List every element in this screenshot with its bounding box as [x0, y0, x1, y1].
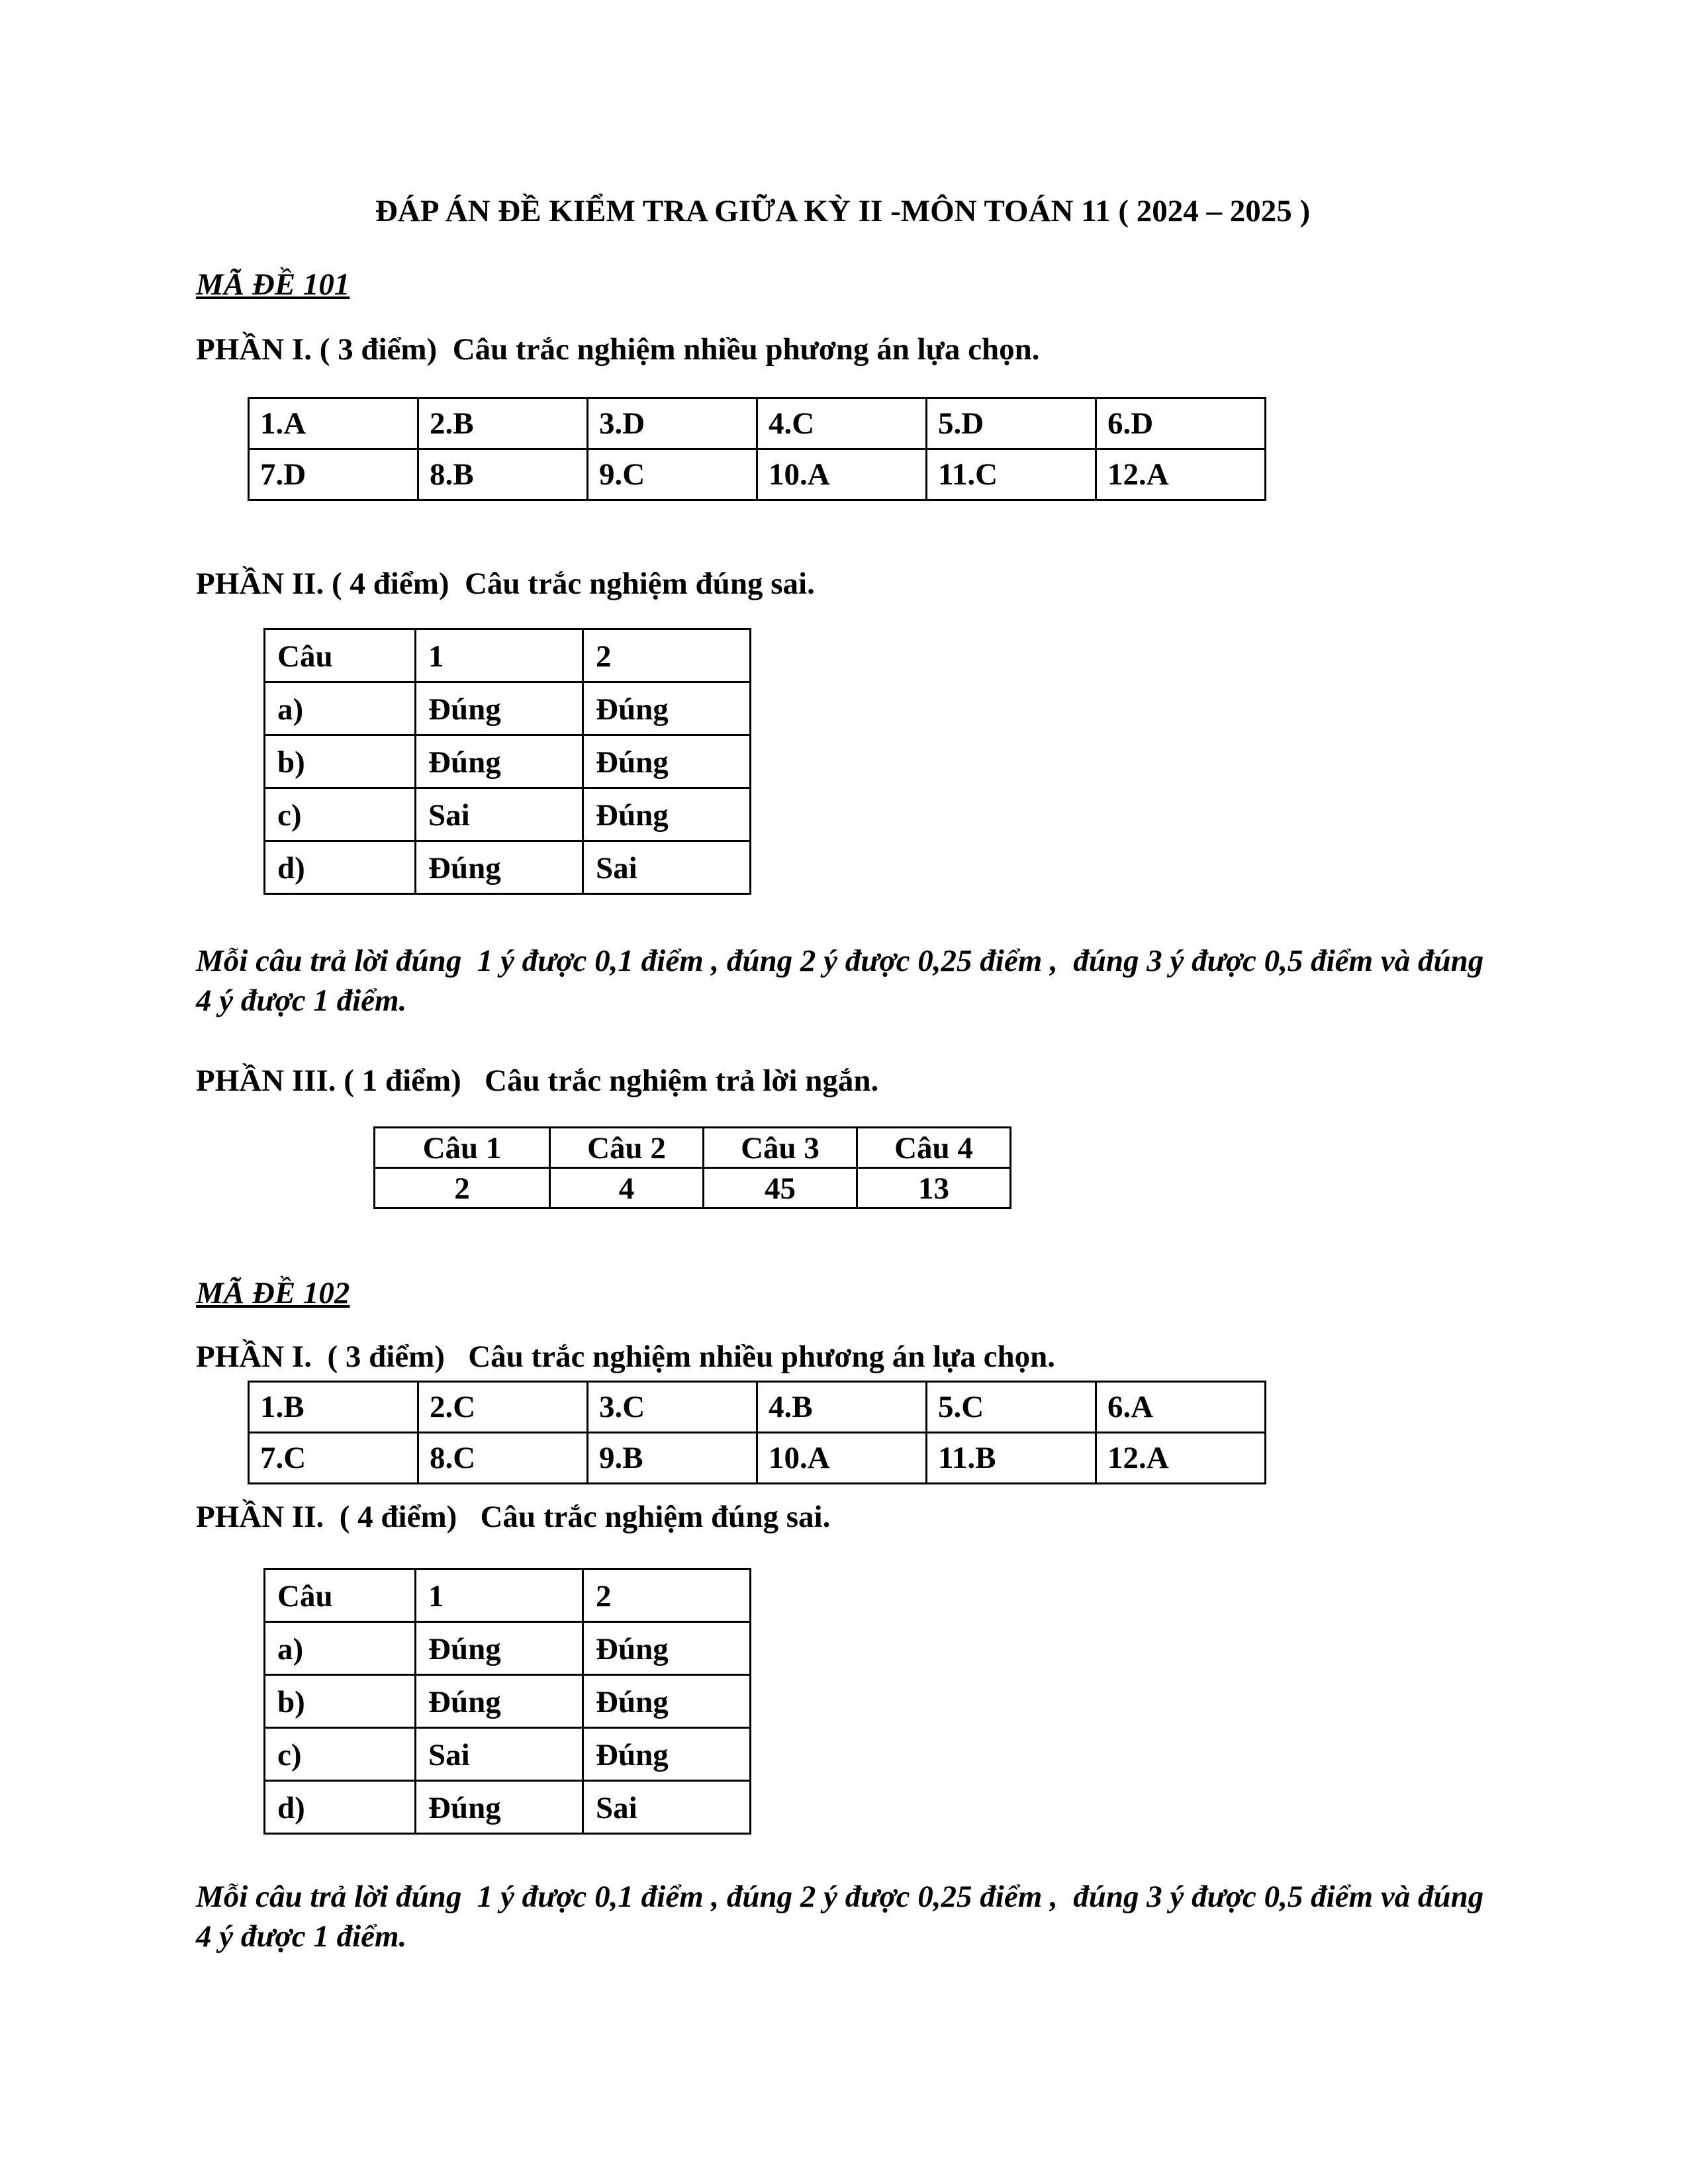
scoring-note-101: Mỗi câu trả lời đúng 1 ý được 0,1 điểm , đúng 2 ý được 0,25 điểm , đúng 3 ý được 0,5 điểm và đúng 4 ý được 1 điểm.	[196, 943, 1491, 1018]
answer-cell: 1.A	[249, 398, 418, 449]
table-row	[249, 398, 1266, 449]
answer-cell: Đúng	[583, 1621, 751, 1674]
row-label-cell: b)	[265, 735, 416, 788]
answer-cell: 9.B	[588, 1433, 757, 1484]
answer-cell: Đúng	[583, 1727, 751, 1780]
table-row	[249, 449, 1266, 500]
answer-cell: 11.B	[927, 1433, 1096, 1484]
short-answer-table-101	[373, 1126, 1011, 1210]
header-cell: Câu 2	[550, 1127, 704, 1167]
part-i-heading-102: PHẦN I. ( 3 điểm) Câu trắc nghiệm nhiều phương án lựa chọn.	[196, 1339, 1056, 1374]
table-row	[265, 1780, 751, 1833]
row-label-cell: a)	[265, 682, 416, 735]
answer-cell: 2	[375, 1168, 550, 1208]
table-row	[249, 1433, 1266, 1484]
header-cell: 2	[583, 629, 751, 682]
part-i-heading-101: PHẦN I. ( 3 điểm) Câu trắc nghiệm nhiều phương án lựa chọn.	[196, 332, 1040, 367]
answer-cell: Đúng	[416, 1621, 583, 1674]
scoring-note-102: Mỗi câu trả lời đúng 1 ý được 0,1 điểm , đúng 2 ý được 0,25 điểm , đúng 3 ý được 0,5 điểm và đúng 4 ý được 1 điểm.	[196, 1879, 1491, 1954]
page-title: ĐÁP ÁN ĐỀ KIỂM TRA GIỮA KỲ II -MÔN TOÁN 11 ( 2024 – 2025 )	[375, 194, 1311, 228]
answer-cell: 6.D	[1096, 398, 1266, 449]
header-cell: 1	[416, 1569, 583, 1621]
row-label-cell: c)	[265, 1727, 416, 1780]
header-cell: Câu	[265, 1569, 416, 1621]
header-cell: Câu 3	[704, 1127, 857, 1167]
table-row	[375, 1127, 1011, 1167]
part-ii-heading-101: PHẦN II. ( 4 điểm) Câu trắc nghiệm đúng sai.	[196, 567, 815, 602]
header-cell: 2	[583, 1569, 751, 1621]
answer-cell: 9.C	[588, 449, 757, 500]
row-label-cell: d)	[265, 841, 416, 893]
answer-cell: 4.C	[757, 398, 927, 449]
answer-cell: 45	[704, 1168, 857, 1208]
answer-cell: Đúng	[583, 735, 751, 788]
answer-cell: 11.C	[927, 449, 1096, 500]
header-cell: 1	[416, 629, 583, 682]
answer-cell: Đúng	[416, 735, 583, 788]
table-row	[265, 841, 751, 893]
answer-cell: 12.A	[1096, 449, 1266, 500]
answer-cell: Đúng	[583, 682, 751, 735]
true-false-table-102	[263, 1568, 751, 1835]
multiple-choice-table-102	[248, 1381, 1266, 1484]
answer-cell: Đúng	[583, 1674, 751, 1727]
exam-code-heading-101: MÃ ĐỀ 101	[196, 267, 350, 302]
answer-cell: 8.B	[418, 449, 588, 500]
answer-cell: 7.C	[249, 1433, 418, 1484]
table-row	[265, 682, 751, 735]
answer-cell: Đúng	[416, 1674, 583, 1727]
table-row	[265, 1621, 751, 1674]
answer-cell: 10.A	[757, 449, 927, 500]
part-ii-heading-102: PHẦN II. ( 4 điểm) Câu trắc nghiệm đúng sai.	[196, 1500, 831, 1535]
answer-cell: 10.A	[757, 1433, 927, 1484]
header-cell: Câu	[265, 629, 416, 682]
answer-cell: Sai	[416, 788, 583, 841]
table-row	[375, 1168, 1011, 1208]
answer-cell: 2.C	[418, 1382, 588, 1433]
answer-cell: Sai	[416, 1727, 583, 1780]
answer-cell: Đúng	[416, 1780, 583, 1833]
table-row	[265, 735, 751, 788]
part-iii-heading-101: PHẦN III. ( 1 điểm) Câu trắc nghiệm trả lời ngắn.	[196, 1064, 879, 1099]
row-label-cell: b)	[265, 1674, 416, 1727]
answer-cell: 1.B	[249, 1382, 418, 1433]
row-label-cell: c)	[265, 788, 416, 841]
answer-cell: 7.D	[249, 449, 418, 500]
header-cell: Câu 1	[375, 1127, 550, 1167]
answer-cell: Đúng	[416, 841, 583, 893]
answer-cell: 8.C	[418, 1433, 588, 1484]
answer-cell: 4.B	[757, 1382, 927, 1433]
answer-cell: 12.A	[1096, 1433, 1266, 1484]
table-row	[265, 1674, 751, 1727]
table-row	[265, 788, 751, 841]
exam-code-heading-102: MÃ ĐỀ 102	[196, 1276, 350, 1311]
answer-cell: 5.D	[927, 398, 1096, 449]
answer-cell: 2.B	[418, 398, 588, 449]
row-label-cell: a)	[265, 1621, 416, 1674]
answer-cell: 4	[550, 1168, 704, 1208]
answer-cell: Đúng	[416, 682, 583, 735]
table-row	[265, 1727, 751, 1780]
table-row	[265, 629, 751, 682]
answer-cell: Sai	[583, 1780, 751, 1833]
header-cell: Câu 4	[857, 1127, 1011, 1167]
answer-cell: 3.D	[588, 398, 757, 449]
table-row	[265, 1569, 751, 1621]
answer-cell: 13	[857, 1168, 1011, 1208]
true-false-table-101	[263, 628, 751, 895]
row-label-cell: d)	[265, 1780, 416, 1833]
answer-cell: Sai	[583, 841, 751, 893]
answer-cell: 3.C	[588, 1382, 757, 1433]
multiple-choice-table-101	[248, 397, 1266, 501]
answer-cell: Đúng	[583, 788, 751, 841]
table-row	[249, 1382, 1266, 1433]
answer-cell: 5.C	[927, 1382, 1096, 1433]
answer-cell: 6.A	[1096, 1382, 1266, 1433]
